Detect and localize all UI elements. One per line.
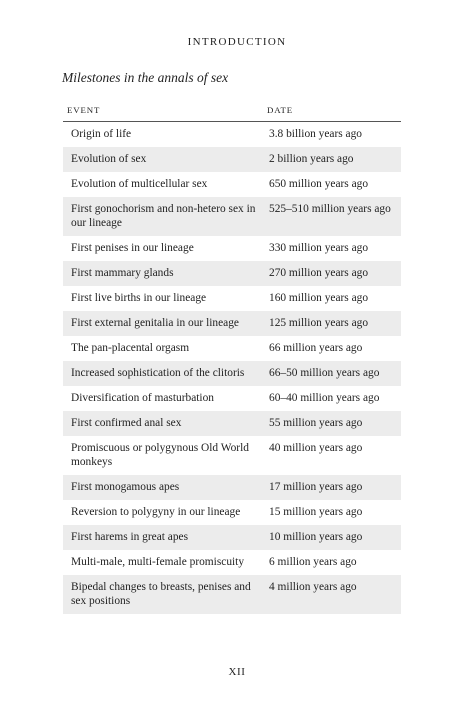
date-cell: 3.8 billion years ago (269, 128, 363, 140)
event-cell: First mammary glands (63, 261, 263, 286)
table-title: Milestones in the annals of sex (62, 70, 229, 85)
event-cell: First live births in our lineage (71, 292, 207, 304)
event-cell: First confirmed anal sex (63, 411, 263, 436)
date-cell: 125 million years ago (263, 311, 401, 336)
table-row (63, 286, 401, 311)
event-cell: Evolution of sex (63, 147, 263, 172)
table-row (63, 261, 401, 286)
date-cell: 330 million years ago (269, 242, 369, 254)
date-cell: 60–40 million years ago (269, 392, 380, 404)
table-row (63, 500, 401, 525)
event-cell: First gonochorism and non-hetero sex in our lineage (63, 197, 263, 236)
event-cell: First monogamous apes (63, 475, 263, 500)
event-cell: Increased sophistication of the clitoris (63, 361, 263, 386)
date-cell: 15 million years ago (269, 506, 363, 518)
date-cell: 160 million years ago (269, 292, 369, 304)
date-cell: 270 million years ago (263, 261, 401, 286)
table-row (63, 411, 401, 436)
event-cell: Origin of life (71, 128, 132, 140)
event-cell: The pan-placental orgasm (71, 342, 190, 354)
date-cell: 66–50 million years ago (263, 361, 401, 386)
event-cell: Evolution of multicellular sex (71, 178, 208, 190)
date-cell: 55 million years ago (263, 411, 401, 436)
date-cell: 66 million years ago (269, 342, 363, 354)
table-row (63, 197, 401, 236)
table-body (63, 122, 401, 615)
table-row (63, 336, 401, 361)
date-cell: 17 million years ago (263, 475, 401, 500)
date-cell: 2 billion years ago (263, 147, 401, 172)
event-cell: Promiscuous or polygynous Old World monkeys (71, 442, 249, 468)
date-cell: 525–510 million years ago (263, 197, 401, 236)
table-row (63, 575, 401, 614)
date-cell: 650 million years ago (269, 178, 369, 190)
table-row (63, 436, 401, 475)
table-row (63, 386, 401, 411)
event-cell: Multi-male, multi-female promiscuity (71, 556, 245, 568)
date-cell: 4 million years ago (263, 575, 401, 614)
page-number: XII (228, 666, 246, 678)
event-cell: First harems in great apes (63, 525, 263, 550)
column-header-date: DATE (263, 98, 401, 122)
table-row (63, 525, 401, 550)
date-cell: 10 million years ago (263, 525, 401, 550)
event-cell: Reversion to polygyny in our lineage (71, 506, 241, 518)
table-row (63, 122, 401, 148)
table-row (63, 361, 401, 386)
running-head: INTRODUCTION (187, 36, 287, 48)
column-header-event: EVENT (63, 98, 263, 122)
event-cell: First penises in our lineage (71, 242, 194, 254)
table-header-row (63, 98, 401, 122)
milestones-table (63, 98, 401, 614)
table-row (63, 172, 401, 197)
table-row (63, 475, 401, 500)
table-row (63, 236, 401, 261)
table-row (63, 147, 401, 172)
event-cell: Diversification of masturbation (71, 392, 214, 404)
event-cell: Bipedal changes to breasts, penises and sex positions (63, 575, 263, 614)
date-cell: 6 million years ago (269, 556, 357, 568)
date-cell: 40 million years ago (269, 442, 363, 454)
event-cell: First external genitalia in our lineage (63, 311, 263, 336)
table-row (63, 550, 401, 575)
table-row (63, 311, 401, 336)
